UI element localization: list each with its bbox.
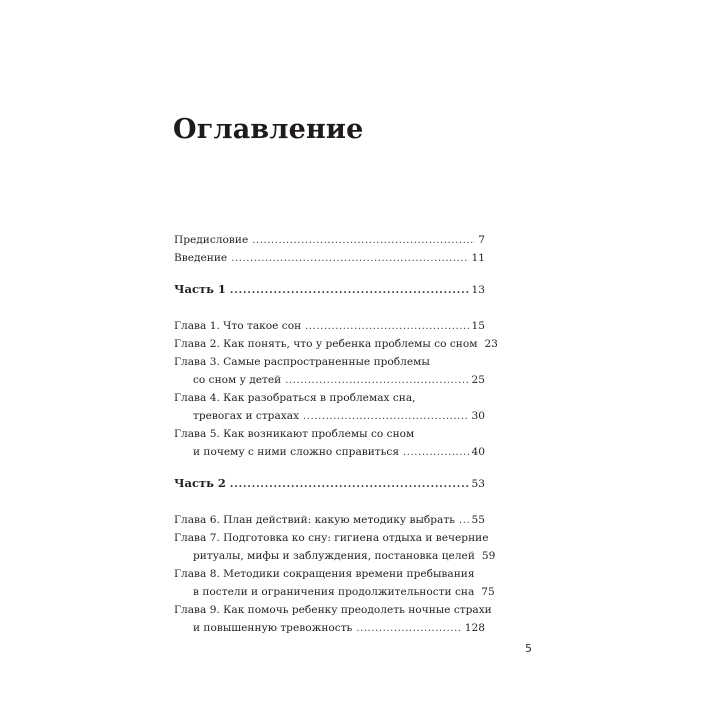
toc-entry-page: 23 <box>484 338 498 350</box>
toc-entry-chapter-6[interactable] <box>174 511 485 529</box>
toc-entry-label: Глава 4. Как разобраться в проблемах сна, <box>174 392 416 404</box>
toc-entry-page: 53 <box>471 478 485 490</box>
dot-leader <box>231 250 468 268</box>
dot-leader <box>303 408 468 426</box>
toc-entry-part-2[interactable] <box>174 474 485 492</box>
toc-entry-page: 13 <box>471 284 485 296</box>
toc-entry-page: 55 <box>471 514 485 526</box>
dot-leader <box>356 620 461 638</box>
toc-entry-page: 59 <box>481 550 496 562</box>
toc-entry-label-cont: и почему с ними сложно справиться <box>193 446 400 458</box>
toc-entry-page: 75 <box>481 586 495 598</box>
toc-part-label: Часть 2 <box>174 476 226 490</box>
toc-entry-label-cont: и повышенную тревожность <box>193 622 353 634</box>
toc-entry-label-cont: тревогах и страхах <box>193 410 300 422</box>
toc-entry-label: Глава 6. План действий: какую методику выбрать <box>174 514 455 526</box>
toc-entry-label-cont: ритуалы, мифы и заблуждения, постановка целей <box>193 550 475 562</box>
page-title: Оглавление <box>173 114 364 145</box>
toc-entry-label: Глава 3. Самые распространенные проблемы <box>174 356 430 368</box>
toc-entry-page: 40 <box>471 446 485 458</box>
dot-leader <box>230 476 469 494</box>
toc-entry-chapter-5[interactable] <box>174 425 485 461</box>
toc-entry-chapter-7[interactable] <box>174 529 496 565</box>
toc-entry-label: Глава 2. Как понять, что у ребенка проблемы со сном <box>174 338 478 350</box>
dot-leader <box>252 232 475 250</box>
toc-entry-chapter-8[interactable] <box>174 565 495 601</box>
toc-entry-page: 30 <box>471 410 485 422</box>
dot-leader <box>285 372 468 390</box>
toc-entry-label-cont: в постели и ограничения продолжительности сна <box>193 586 475 598</box>
toc-entry-label: Глава 9. Как помочь ребенку преодолеть ночные страхи <box>174 604 492 616</box>
toc-entry-label-cont: со сном у детей <box>193 374 282 386</box>
toc-entry-label: Глава 7. Подготовка ко сну: гигиена отдыха и вечерние <box>174 532 489 544</box>
dot-leader <box>459 512 469 530</box>
dot-leader <box>230 282 469 300</box>
toc-entry-chapter-4[interactable] <box>174 389 485 425</box>
toc-entry-chapter-1[interactable] <box>174 317 485 335</box>
toc-entry-preface[interactable] <box>174 231 485 249</box>
toc-entry-chapter-3[interactable] <box>174 353 485 389</box>
toc-entry-label: Глава 8. Методики сокращения времени пребывания <box>174 568 475 580</box>
toc-entry-label: Глава 1. Что такое сон <box>174 320 302 332</box>
toc-entry-chapter-9[interactable] <box>174 601 492 637</box>
toc-entry-chapter-2[interactable] <box>174 335 498 353</box>
toc-entry-introduction[interactable] <box>174 249 485 267</box>
dot-leader <box>403 444 468 462</box>
toc-entry-page: 7 <box>478 234 485 246</box>
toc-entry-page: 128 <box>464 622 485 634</box>
toc-entry-part-1[interactable] <box>174 280 485 298</box>
toc-entry-label: Предисловие <box>174 234 249 246</box>
toc-entry-label: Введение <box>174 252 228 264</box>
toc-entry-label: Глава 5. Как возникают проблемы со сном <box>174 428 415 440</box>
toc-entry-page: 15 <box>471 320 485 332</box>
toc-part-label: Часть 1 <box>174 282 226 296</box>
table-of-contents <box>174 231 498 637</box>
toc-entry-page: 11 <box>471 252 485 264</box>
dot-leader <box>305 318 468 336</box>
page-number: 5 <box>525 642 532 655</box>
toc-entry-page: 25 <box>471 374 485 386</box>
